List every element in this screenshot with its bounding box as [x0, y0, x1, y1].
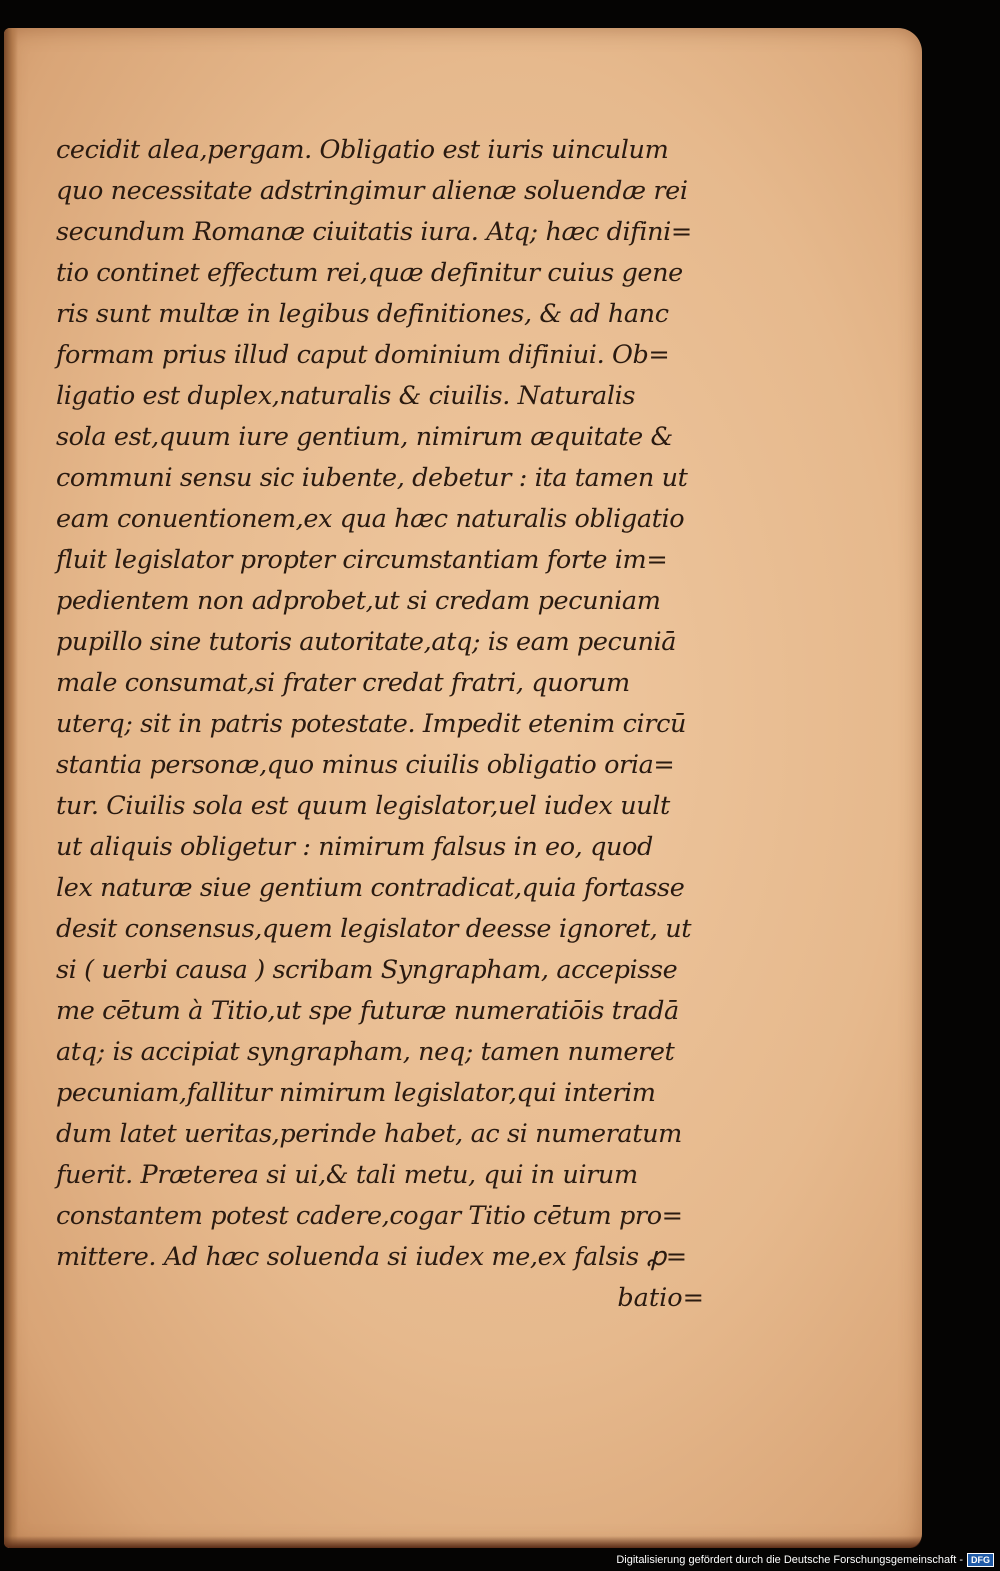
text-line: uterq; sit in patris potestate. Impedit etenim circū: [56, 709, 686, 739]
page-edge-shadow: [4, 28, 18, 1548]
digitization-footer: [616, 1552, 994, 1568]
text-line: cecidit alea,pergam. Obligatio est iuris uinculum: [56, 135, 669, 165]
text-line: desit consensus,quem legislator deesse ignoret, ut: [56, 914, 692, 944]
text-line: ris sunt multæ in legibus definitiones, & ad hanc: [56, 299, 669, 329]
text-line: communi sensu sic iubente, debetur : ita tamen ut: [56, 463, 688, 493]
text-line: male consumat,si frater credat fratri, quorum: [56, 668, 630, 698]
text-line: atq; is accipiat syngrapham, neq; tamen numeret: [56, 1037, 675, 1067]
text-line: secundum Romanæ ciuitatis iura. Atq; hæc difini=: [56, 217, 692, 247]
text-line: sola est,quum iure gentium, nimirum æquitate &: [56, 422, 673, 452]
text-line: constantem potest cadere,cogar Titio cētum pro=: [56, 1201, 683, 1231]
text-line: dum latet ueritas,perinde habet, ac si numeratum: [56, 1119, 682, 1149]
text-line: eam conuentionem,ex qua hæc naturalis obligatio: [56, 504, 685, 534]
text-block: [56, 130, 706, 1319]
text-line: pecuniam,fallitur nimirum legislator,qui interim: [56, 1078, 656, 1108]
funding-notice: Digitalisierung gefördert durch die Deutsche Forschungsgemeinschaft -: [616, 1554, 963, 1566]
text-line: fluit legislator propter circumstantiam forte im=: [56, 545, 668, 575]
text-line: mittere. Ad hæc soluenda si iudex me,ex falsis ꝓ=: [56, 1242, 687, 1272]
text-line: formam prius illud caput dominium difiniui. Ob=: [56, 340, 670, 370]
text-line: pupillo sine tutoris autoritate,atq; is eam pecuniā: [56, 627, 677, 657]
text-line: tio continet effectum rei,quæ definitur cuius gene: [56, 258, 683, 288]
text-line: lex naturæ siue gentium contradicat,quia fortasse: [56, 873, 685, 903]
catchword: batio=: [617, 1283, 704, 1313]
text-line: tur. Ciuilis sola est quum legislator,uel iudex uult: [56, 791, 670, 821]
page-bottom-edge: [4, 1536, 922, 1548]
dfg-logo: DFG: [967, 1553, 994, 1567]
text-line: quo necessitate adstringimur alienæ soluendæ rei: [56, 176, 688, 206]
text-line: ligatio est duplex,naturalis & ciuilis. Naturalis: [56, 381, 636, 411]
text-line: si ( uerbi causa ) scribam Syngrapham, accepisse: [56, 955, 678, 985]
text-line: pedientem non adprobet,ut si credam pecuniam: [56, 586, 661, 616]
text-line: fuerit. Præterea si ui,& tali metu, qui in uirum: [56, 1160, 638, 1190]
text-line: me cētum à Titio,ut spe futuræ numeratiōis tradā: [56, 996, 679, 1026]
text-line: stantia personæ,quo minus ciuilis obligatio oria=: [56, 750, 675, 780]
text-line: ut aliquis obligetur : nimirum falsus in eo, quod: [56, 832, 653, 862]
book-page: [4, 28, 922, 1548]
